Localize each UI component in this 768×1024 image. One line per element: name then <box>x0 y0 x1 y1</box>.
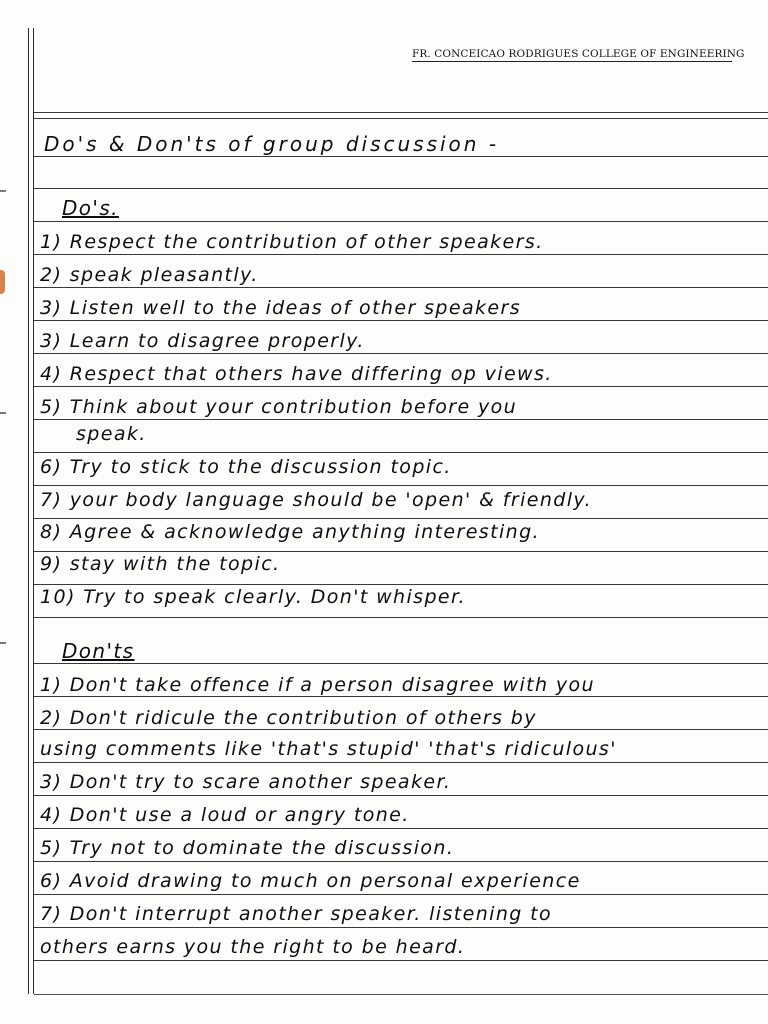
ruled-line <box>34 221 768 222</box>
list-item: 4) Respect that others have differing op views. <box>40 363 553 385</box>
ruled-line <box>34 828 768 829</box>
list-item: 4) Don't use a loud or angry tone. <box>40 804 410 826</box>
list-item: 9) stay with the topic. <box>40 553 281 575</box>
dos-heading: Do's. <box>62 196 119 220</box>
page-edge-mark <box>0 190 6 192</box>
ruled-line <box>34 762 768 763</box>
page-edge-mark <box>0 270 5 294</box>
list-item: 8) Agree & acknowledge anything interesting. <box>40 521 540 543</box>
list-item: 5) Try not to dominate the discussion. <box>40 837 455 859</box>
bottom-line <box>34 994 768 995</box>
list-item: 1) Respect the contribution of other speakers. <box>40 231 544 253</box>
list-item: 1) Don't take offence if a person disagree with you <box>40 674 595 696</box>
list-item: 7) Don't interrupt another speaker. listening to <box>40 903 553 925</box>
list-item: 6) Avoid drawing to much on personal experience <box>40 870 581 892</box>
list-item-continuation: speak. <box>76 423 147 445</box>
list-item: 3) Listen well to the ideas of other speakers <box>40 297 521 319</box>
ruled-line <box>34 112 768 113</box>
ruled-line <box>34 927 768 928</box>
ruled-line <box>34 188 768 189</box>
ruled-line <box>34 485 768 486</box>
ruled-line <box>34 452 768 453</box>
donts-heading: Don'ts <box>62 639 135 663</box>
list-item-continuation: using comments like 'that's stupid' 'that's ridiculous' <box>40 738 617 760</box>
ruled-line <box>34 118 768 119</box>
margin-line <box>28 28 29 994</box>
list-item: 2) speak pleasantly. <box>40 264 259 286</box>
list-item: 6) Try to stick to the discussion topic. <box>40 456 452 478</box>
list-item: 3) Don't try to scare another speaker. <box>40 771 452 793</box>
college-header: FR. CONCEICAO RODRIGUES COLLEGE OF ENGINEERING <box>412 48 745 60</box>
margin-line <box>33 28 34 994</box>
ruled-line <box>34 795 768 796</box>
page-edge-mark <box>0 412 6 414</box>
page-edge-mark <box>0 642 6 644</box>
list-item: 7) your body language should be 'open' & friendly. <box>40 489 593 511</box>
list-item: 3) Learn to disagree properly. <box>40 330 365 352</box>
page-title: Do's & Don'ts of group discussion - <box>44 132 500 156</box>
ruled-line <box>34 617 768 618</box>
list-item: 5) Think about your contribution before you <box>40 396 518 418</box>
list-item: 10) Try to speak clearly. Don't whisper. <box>40 586 466 608</box>
ruled-line <box>34 960 768 961</box>
ruled-line <box>34 894 768 895</box>
list-item-continuation: others earns you the right to be heard. <box>40 936 466 958</box>
list-item: 2) Don't ridicule the contribution of others by <box>40 707 537 729</box>
ruled-line <box>34 861 768 862</box>
